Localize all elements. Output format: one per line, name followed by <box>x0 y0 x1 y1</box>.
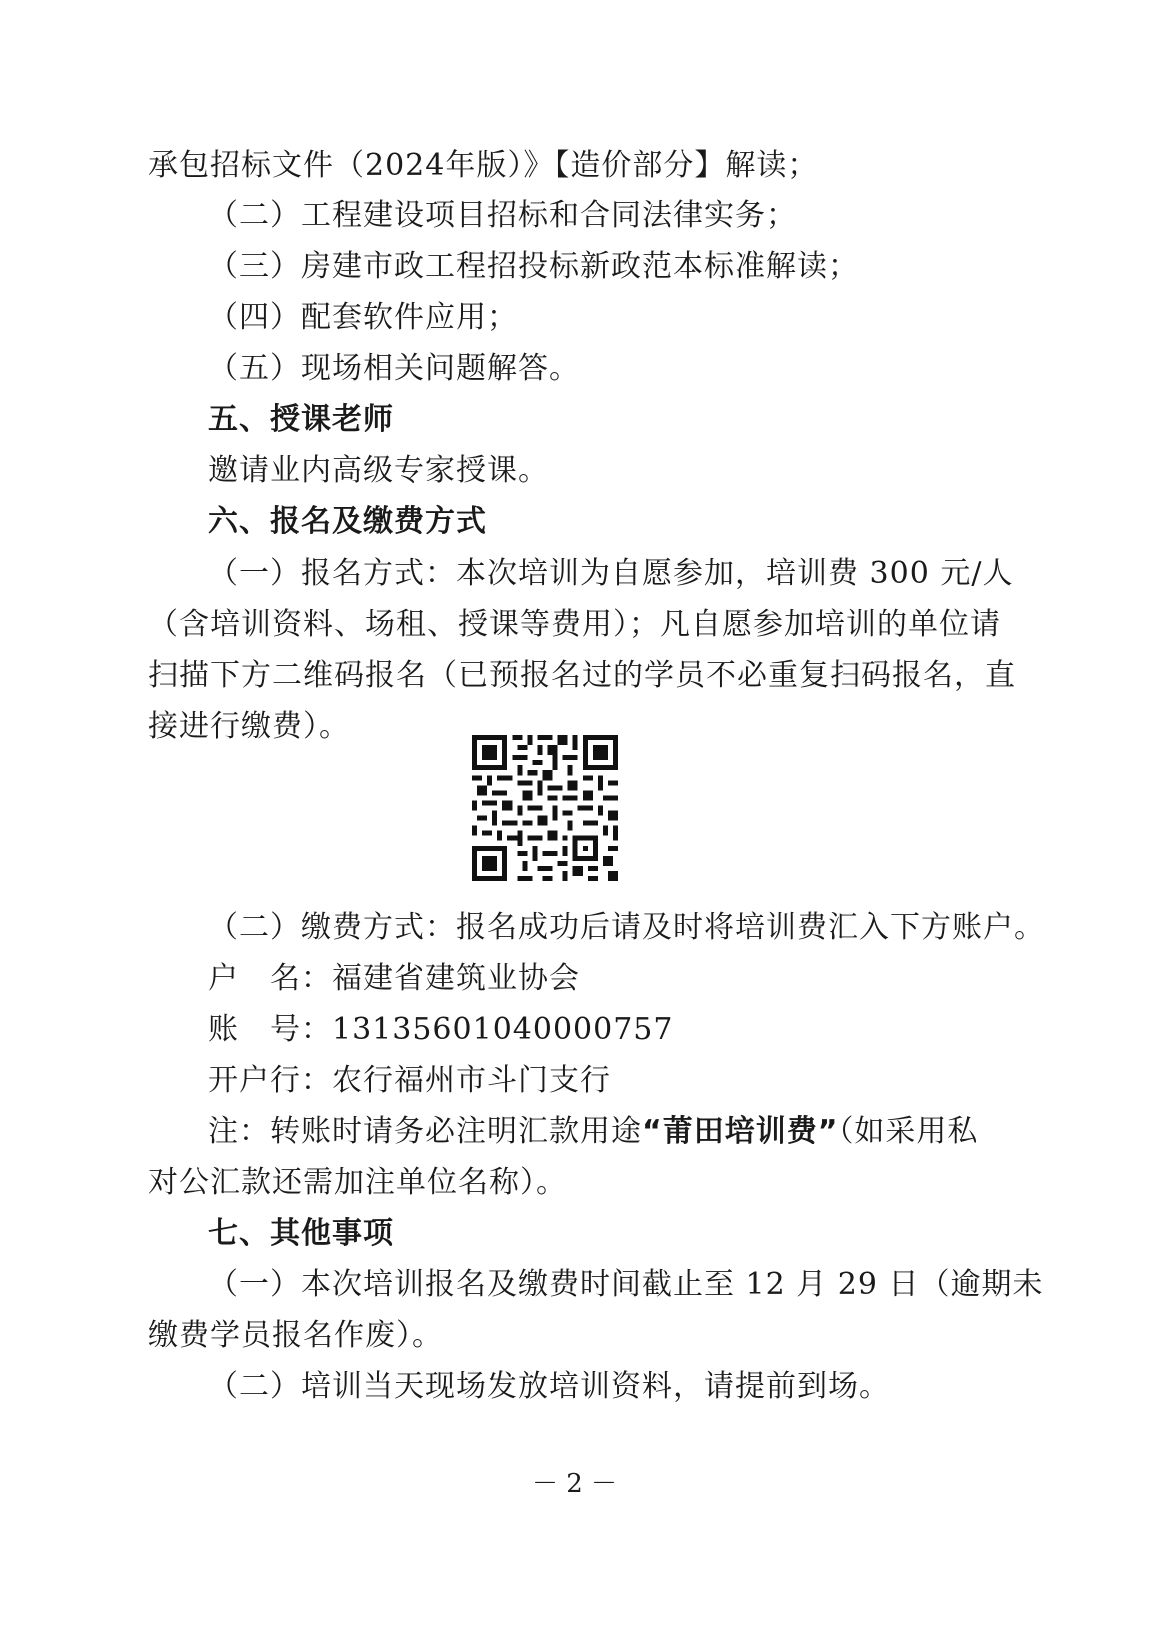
note-suffix: （如采用私 <box>838 1114 979 1149</box>
account-number-label: 账 号： <box>208 1012 332 1047</box>
text-line: 对公汇款还需加注单位名称）。 <box>148 1165 567 1200</box>
text-line: （一）本次培训报名及缴费时间截止至 12 月 29 日（逾期未 <box>208 1267 1044 1302</box>
text-line: （四）配套软件应用； <box>208 300 518 335</box>
text-line: （三）房建市政工程招投标新政范本标准解读； <box>208 249 859 284</box>
section-heading-7: 七、其他事项 <box>208 1216 394 1251</box>
account-number-value: 13135601040000757 <box>332 1012 674 1047</box>
section-heading-6: 六、报名及缴费方式 <box>208 504 487 539</box>
page-number: － 2 － <box>531 1469 618 1499</box>
account-name-value: 福建省建筑业协会 <box>332 961 580 996</box>
text-line: 邀请业内高级专家授课。 <box>208 453 549 488</box>
account-name-label: 户 名： <box>208 961 332 996</box>
note-purpose-bold: “莆田培训费” <box>642 1114 839 1149</box>
account-name-row <box>208 959 1028 999</box>
note-prefix: 注：转账时请务必注明汇款用途 <box>208 1114 642 1149</box>
bank-label: 开户行： <box>208 1063 332 1098</box>
text-line: （五）现场相关问题解答。 <box>208 351 580 386</box>
text-line: （含培训资料、场租、授课等费用）；凡自愿参加培训的单位请 <box>148 607 1001 642</box>
text-line: 接进行缴费）。 <box>148 709 350 744</box>
text-line: 缴费学员报名作废）。 <box>148 1318 443 1353</box>
registration-qr-code[interactable] <box>472 735 618 881</box>
account-number-row <box>208 1010 1028 1050</box>
bank-value: 农行福州市斗门支行 <box>332 1063 611 1098</box>
text-line: （二）培训当天现场发放培训资料，请提前到场。 <box>208 1369 890 1404</box>
text-line: （二）缴费方式：报名成功后请及时将培训费汇入下方账户。 <box>208 910 1045 945</box>
bank-row <box>208 1061 1028 1101</box>
text-line: （一）报名方式：本次培训为自愿参加，培训费 300 元/人 <box>208 556 1014 591</box>
text-line: 承包招标文件（2024年版）》【造价部分】解读； <box>148 148 819 183</box>
text-line: （二）工程建设项目招标和合同法律实务； <box>208 198 797 233</box>
section-heading-5: 五、授课老师 <box>208 402 394 437</box>
text-line: 扫描下方二维码报名（已预报名过的学员不必重复扫码报名，直 <box>148 658 1016 693</box>
note-line <box>208 1112 1028 1152</box>
